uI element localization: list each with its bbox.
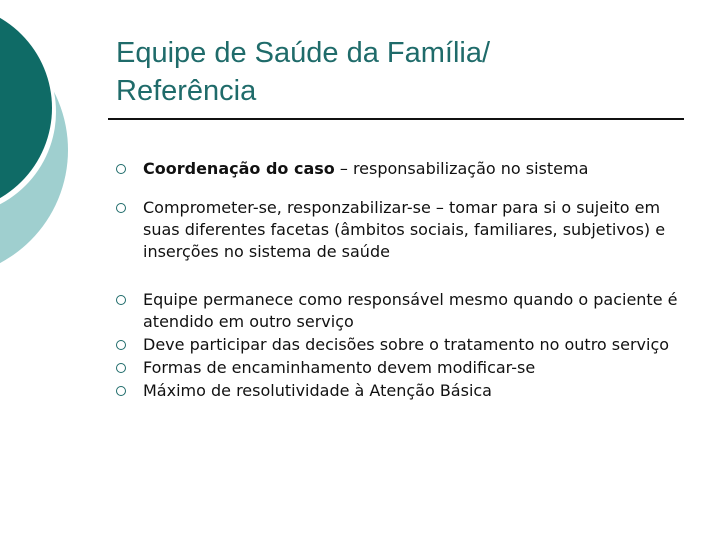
bullet-item <box>116 289 686 333</box>
bullet-bold-text: Coordenação do caso <box>143 159 335 178</box>
bullet-text: Deve participar das decisões sobre o tratamento no outro serviço <box>143 335 670 354</box>
slide-title <box>116 34 676 110</box>
bullet-text: Máximo de resolutividade à Atenção Básica <box>143 381 492 400</box>
bullet-circle-icon <box>116 340 126 350</box>
bullet-item <box>116 158 686 180</box>
bullet-circle-icon <box>116 203 126 213</box>
bullet-text: Formas de encaminhamento devem modificar-se <box>143 358 536 377</box>
bullet-circle-icon <box>116 164 126 174</box>
bullet-item <box>116 357 686 379</box>
bullet-circle-icon <box>116 386 126 396</box>
bullet-text: Comprometer-se, responzabilizar-se – tomar para si o sujeito em suas diferentes facetas (âmbitos sociais, familiares, subjetivos) e inserções no sistema de saúde <box>143 198 666 261</box>
bullet-text: – responsabilização no sistema <box>334 159 589 178</box>
title-line-1: Equipe de Saúde da Família/ <box>116 37 491 69</box>
bullet-item <box>116 380 686 402</box>
bullet-list <box>116 158 686 402</box>
bullet-text: Equipe permanece como responsável mesmo quando o paciente é atendido em outro serviço <box>143 290 678 331</box>
bullet-circle-icon <box>116 295 126 305</box>
title-divider <box>108 118 684 120</box>
bullet-item <box>116 334 686 356</box>
bullet-item <box>116 197 686 263</box>
bullet-circle-icon <box>116 363 126 373</box>
title-line-2: Referência <box>116 75 257 107</box>
